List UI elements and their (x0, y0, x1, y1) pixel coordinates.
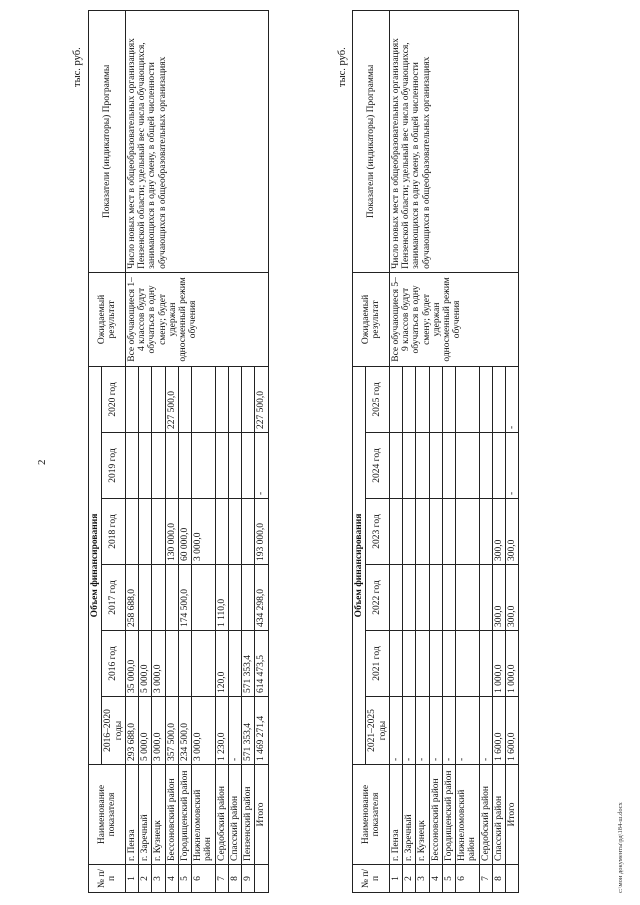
row-number: 5 (442, 865, 455, 893)
funding-value (242, 433, 255, 499)
municipality-name: г. Кузнецк (152, 765, 165, 865)
funding-value (389, 565, 402, 631)
total-value: - (255, 433, 268, 499)
funding-table-2021-2025 (352, 10, 519, 893)
funding-value (389, 366, 402, 432)
funding-value: 1 600,0 (492, 697, 505, 765)
funding-value (139, 499, 152, 565)
funding-value: 300,0 (492, 565, 505, 631)
funding-value (228, 433, 241, 499)
municipality-name: г. Заречный (403, 765, 416, 865)
funding-value (416, 565, 429, 631)
total-value: 614 473,5 (255, 631, 268, 697)
funding-value: 1 230,0 (215, 697, 228, 765)
header-name: Наименование показателя (353, 765, 390, 865)
total-value: 193 000,0 (255, 499, 268, 565)
funding-value: 234 500,0 (178, 697, 191, 765)
page-number: 2 (36, 459, 48, 465)
year-header: 2018 год (102, 499, 126, 565)
year-header: 2020 год (102, 366, 126, 432)
municipality-name: Пензенский район (242, 765, 255, 865)
municipality-name: Нижнеломовский район (456, 765, 480, 865)
total-value: - (506, 433, 519, 499)
funding-value (192, 565, 216, 631)
funding-value: 3 000,0 (192, 499, 216, 565)
expected-result: Все обучающиеся 5–9 классов будут обучаться в одну смену; будет удержан односменный режим обучения (389, 272, 519, 366)
funding-value (456, 433, 480, 499)
municipality-name: Бессоновский район (165, 765, 178, 865)
header-result: Ожидаемый результат (353, 272, 390, 366)
funding-value (403, 565, 416, 631)
row-number: 3 (416, 865, 429, 893)
funding-value (152, 366, 165, 432)
funding-value: 227 500,0 (165, 366, 178, 432)
funding-value (228, 499, 241, 565)
funding-value: 130 000,0 (165, 499, 178, 565)
table-row (125, 10, 138, 892)
funding-value (389, 433, 402, 499)
funding-value (192, 433, 216, 499)
file-path-footer: c:\мои документы\рд\184-ш.docx (617, 802, 624, 893)
total-value: 1 469 271,4 (255, 697, 268, 765)
program-indicators: Число новых мест в общеобразовательных организациях Пензенской области; удельный вес числа обучающихся, занимающихся в одну смену, в общей численности обучающихся в общеобразовательных организациях (125, 10, 268, 272)
funding-value: - (228, 697, 241, 765)
year-header: 2016–2020 годы (102, 697, 126, 765)
row-number: 8 (228, 865, 241, 893)
unit-label-table2: тыс. руб. (337, 47, 348, 87)
municipality-name: Городищенский район (442, 765, 455, 865)
total-value: 300,0 (506, 499, 519, 565)
funding-value: 1 110,0 (215, 565, 228, 631)
funding-value: 3 000,0 (152, 631, 165, 697)
municipality-name: г. Пенза (389, 765, 402, 865)
funding-value (416, 366, 429, 432)
funding-value (442, 565, 455, 631)
municipality-name: Сердобский район (215, 765, 228, 865)
municipality-name: Спасский район (228, 765, 241, 865)
row-number: 4 (429, 865, 442, 893)
year-header: 2017 год (102, 565, 126, 631)
municipality-name: Спасский район (492, 765, 505, 865)
funding-value (215, 499, 228, 565)
year-header: 2021 год (366, 631, 390, 697)
funding-value (456, 499, 480, 565)
total-value: 227 500,0 (255, 366, 268, 432)
funding-value (479, 366, 492, 432)
funding-value (215, 366, 228, 432)
funding-value (403, 631, 416, 697)
program-indicators: Число новых мест в общеобразовательных организациях Пензенской области; удельный вес числа обучающихся, занимающихся в одну смену, в общей численности обучающихся в общеобразовательных организациях (389, 10, 519, 272)
table-row (389, 10, 402, 892)
funding-value (416, 499, 429, 565)
funding-value: 174 500,0 (178, 565, 191, 631)
total-value: - (506, 366, 519, 432)
funding-value (403, 499, 416, 565)
municipality-name: Нижнеломовский район (192, 765, 216, 865)
row-number: 6 (192, 865, 216, 893)
funding-value (492, 433, 505, 499)
unit-label-table1: тыс. руб. (72, 47, 83, 87)
funding-value (403, 433, 416, 499)
total-value: 1 600,0 (506, 697, 519, 765)
funding-value: - (389, 697, 402, 765)
total-value: 434 298,0 (255, 565, 268, 631)
header-name: Наименование показателя (89, 765, 126, 865)
row-number (255, 865, 268, 893)
funding-value: 3 000,0 (152, 697, 165, 765)
header-funding: Объем финансирования (89, 366, 102, 764)
funding-value (456, 565, 480, 631)
funding-value (125, 499, 138, 565)
row-number: 4 (165, 865, 178, 893)
funding-value (215, 433, 228, 499)
year-header: 2023 год (366, 499, 390, 565)
municipality-name: г. Пенза (125, 765, 138, 865)
funding-value: 293 688,0 (125, 697, 138, 765)
funding-value: - (456, 697, 480, 765)
funding-value: 35 000,0 (125, 631, 138, 697)
funding-value (139, 433, 152, 499)
row-number: 1 (125, 865, 138, 893)
year-header: 2022 год (366, 565, 390, 631)
header-no: № п/п (89, 865, 126, 893)
funding-value (492, 366, 505, 432)
funding-value: - (416, 697, 429, 765)
municipality-name: г. Кузнецк (416, 765, 429, 865)
funding-value (152, 565, 165, 631)
funding-value (479, 433, 492, 499)
funding-value (429, 499, 442, 565)
funding-value (152, 433, 165, 499)
funding-value: 357 500,0 (165, 697, 178, 765)
funding-value (192, 366, 216, 432)
header-indicators: Показатели (индикаторы) Программы (89, 10, 126, 272)
header-funding: Объем финансирования (353, 366, 366, 764)
funding-value (416, 631, 429, 697)
funding-value (228, 366, 241, 432)
row-number: 7 (479, 865, 492, 893)
funding-value (429, 366, 442, 432)
funding-table-2016-2020 (88, 10, 269, 893)
funding-value (139, 366, 152, 432)
funding-value (442, 366, 455, 432)
funding-value (139, 565, 152, 631)
funding-value (442, 631, 455, 697)
year-header: 2021–2025 годы (366, 697, 390, 765)
funding-value (416, 433, 429, 499)
funding-value (456, 366, 480, 432)
year-header: 2024 год (366, 433, 390, 499)
funding-value (178, 433, 191, 499)
municipality-name: Сердобский район (479, 765, 492, 865)
row-number: 1 (389, 865, 402, 893)
header-result: Ожидаемый результат (89, 272, 126, 366)
funding-value: - (429, 697, 442, 765)
funding-value (178, 366, 191, 432)
header-no: № п/п (353, 865, 390, 893)
year-header: 2019 год (102, 433, 126, 499)
municipality-name: г. Заречный (139, 765, 152, 865)
funding-value (429, 433, 442, 499)
row-number: 8 (492, 865, 505, 893)
year-header: 2016 год (102, 631, 126, 697)
funding-value (403, 366, 416, 432)
funding-value: - (479, 697, 492, 765)
funding-value (442, 499, 455, 565)
row-number: 2 (403, 865, 416, 893)
total-label: Итого (255, 765, 268, 865)
row-number: 9 (242, 865, 255, 893)
row-number: 7 (215, 865, 228, 893)
funding-value: 5 000,0 (139, 697, 152, 765)
funding-value: 300,0 (492, 499, 505, 565)
funding-value (165, 433, 178, 499)
total-label: Итого (506, 765, 519, 865)
total-value: 300,0 (506, 565, 519, 631)
funding-value (192, 631, 216, 697)
funding-value (242, 366, 255, 432)
row-number (506, 865, 519, 893)
header-indicators: Показатели (индикаторы) Программы (353, 10, 390, 272)
funding-value: 258 688,0 (125, 565, 138, 631)
year-header: 2025 год (366, 366, 390, 432)
funding-value (165, 565, 178, 631)
funding-value (125, 366, 138, 432)
municipality-name: Городищенский район (178, 765, 191, 865)
funding-value: 3 000,0 (192, 697, 216, 765)
funding-value (242, 565, 255, 631)
funding-value: - (442, 697, 455, 765)
funding-value (242, 499, 255, 565)
funding-value (479, 631, 492, 697)
funding-value (165, 631, 178, 697)
funding-value (228, 631, 241, 697)
funding-value (429, 631, 442, 697)
funding-value: - (403, 697, 416, 765)
municipality-name: Бессоновский район (429, 765, 442, 865)
funding-value (442, 433, 455, 499)
funding-value: 5 000,0 (139, 631, 152, 697)
funding-value: 60 000,0 (178, 499, 191, 565)
funding-value (389, 631, 402, 697)
funding-value: 571 353,4 (242, 697, 255, 765)
row-number: 6 (456, 865, 480, 893)
funding-value (125, 433, 138, 499)
funding-value: 1 000,0 (492, 631, 505, 697)
expected-result: Все обучающиеся 1–4 классов будут обучаться в одну смену; будет удержан односменный режим обучения (125, 272, 268, 366)
row-number: 5 (178, 865, 191, 893)
funding-value (429, 565, 442, 631)
row-number: 2 (139, 865, 152, 893)
funding-value: 571 353,4 (242, 631, 255, 697)
funding-value (479, 565, 492, 631)
funding-value (228, 565, 241, 631)
funding-value (479, 499, 492, 565)
funding-value (456, 631, 480, 697)
funding-value (152, 499, 165, 565)
row-number: 3 (152, 865, 165, 893)
funding-value: 120,0 (215, 631, 228, 697)
funding-value (178, 631, 191, 697)
funding-value (389, 499, 402, 565)
total-value: 1 000,0 (506, 631, 519, 697)
